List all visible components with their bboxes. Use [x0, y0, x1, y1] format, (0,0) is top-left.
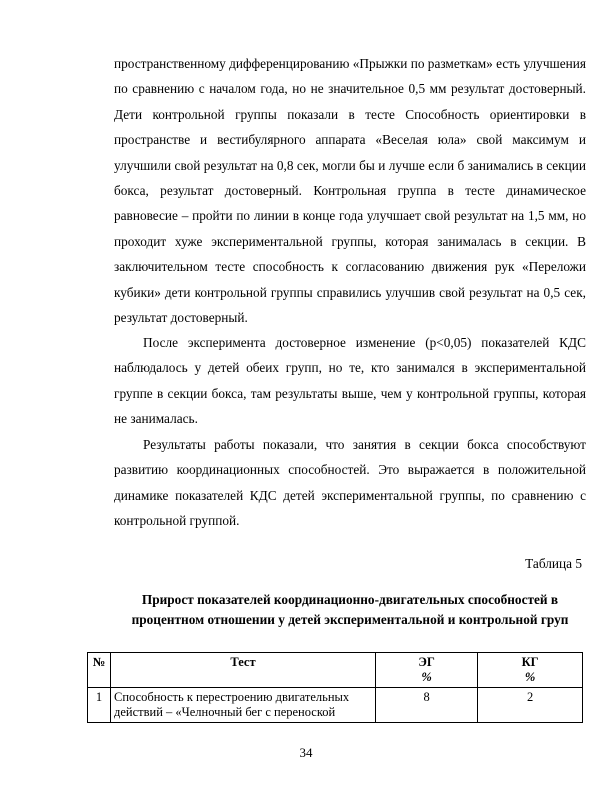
header-kg-label: КГ	[521, 655, 539, 669]
table-row	[88, 688, 583, 723]
row-eg-value: 8	[376, 688, 478, 723]
table-title: Прирост показателей координационно-двигательных способностей в процентном отношении у детей экспериментальной и контрольной груп	[131, 592, 569, 627]
header-eg	[376, 653, 478, 688]
header-num: №	[88, 653, 111, 688]
body-paragraph-2: После эксперимента достоверное изменение (p<0,05) показателей КДС наблюдалось у детей обеих групп, но те, кто занимался в экспериментальной группе в секции бокса, там результаты выше, чем у контрольной группы, которая не занималась.	[114, 335, 586, 427]
row-test: Способность к перестроению двигательных действий – «Челночный бег с переноской	[111, 688, 376, 723]
header-test: Тест	[111, 653, 376, 688]
body-paragraph-3: Результаты работы показали, что занятия в секции бокса способствуют развитию координационных способностей. Это выражается в положительной динамике показателей КДС детей экспериментальной группы, по сравнению с контрольной группой.	[114, 437, 586, 529]
row-num: 1	[88, 688, 111, 723]
results-table	[87, 652, 583, 723]
table-number: Таблица 5	[525, 556, 582, 571]
header-kg-unit: %	[524, 670, 536, 684]
page-number: 34	[299, 745, 313, 760]
row-kg-value: 2	[478, 688, 583, 723]
header-eg-unit: %	[421, 670, 432, 684]
header-eg-label: ЭГ	[418, 655, 435, 669]
table-header-row	[88, 653, 583, 688]
body-paragraph-1: пространственному дифференцированию «Прыжки по разметкам» есть улучшения по сравнению с началом года, но не значительное 0,5 мм результат достоверный. Дети контрольной группы показали в тесте Способность ориентировки в пространстве и вестибулярного аппарата «Веселая юла» свой максимум и улучшили свой результат на 0,8 сек, могли бы и лучше если б занимались в секции бокса, результат достоверный. Контрольная группа в тесте динамическое равновесие – пройти по линии в конце года улучшает свой результат на 1,5 мм, но проходит хуже экспериментальной группы, которая занималась в секции. В заключительном тесте способность к согласованию движения рук «Переложи кубики» дети контрольной группы справились улучшив свой результат на 0,5 сек, результат достоверный.	[114, 56, 586, 326]
header-kg	[478, 653, 583, 688]
